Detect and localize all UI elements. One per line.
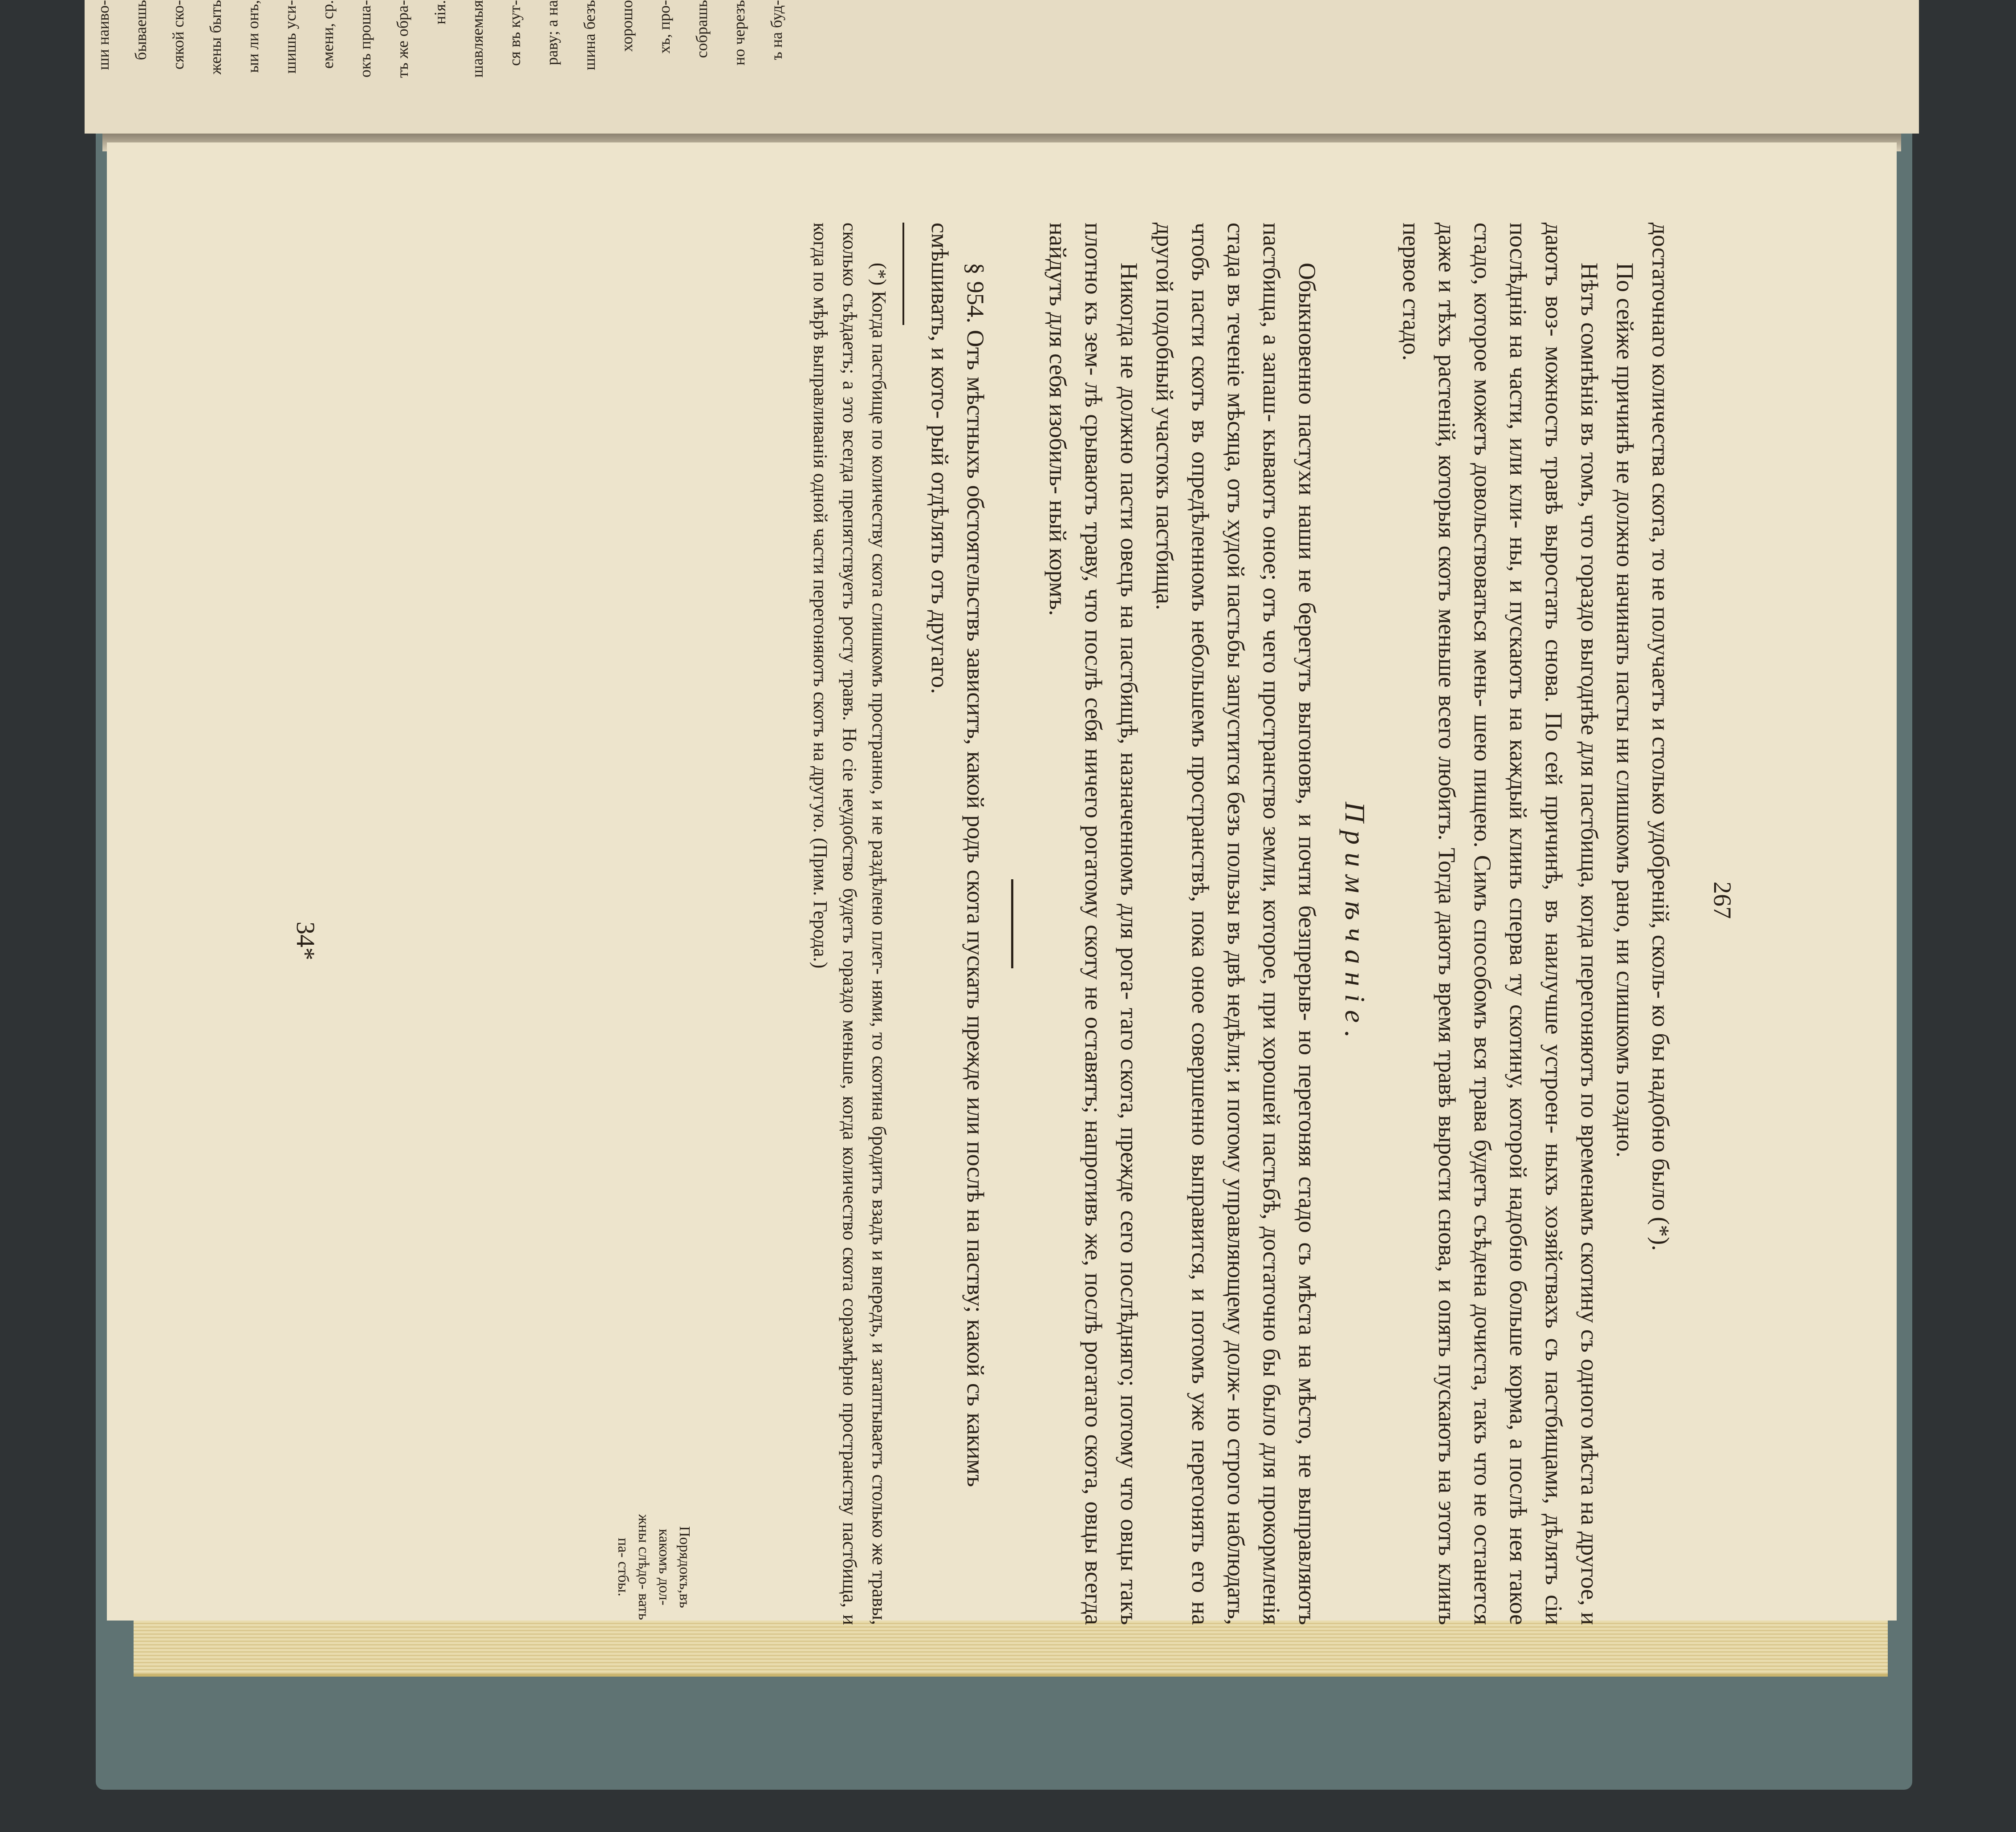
previous-page-line: хъ, про-	[655, 0, 673, 54]
note-paragraph: Обыкновенно пастухи наши не берегутъ выгоновъ, и почти безпрерыв- но перегоняя стадо съ мѣста на мѣсто, не выправляютъ пастбища, а запаш- кываютъ оное; отъ чего пространство земли, которое, при хорошей пастьбѣ, достаточно бы было для прокормленія стада въ теченіе мѣсяца, отъ худой пастьбы запустится безъ пользы въ двѣ недѣли; и потому управляющему долж- но строго наблюдать, чтобъ пасти скотъ въ опредѣленномъ небольшемъ пространствѣ, пока оное совершенно выправится, и потомъ уже перегонять его на другой подобный участокъ пастбища.	[1151, 223, 1321, 1625]
previous-page-line: шишь уси-	[281, 0, 299, 74]
note-heading: Примѣчаніе.	[1339, 801, 1371, 1046]
note-paragraph: Никогда не должно пасти овецъ на пастбищѣ, назначенномъ для рога- таго скота, прежде сего послѣдняго; потому что овцы такъ плотно къ зем- лѣ срываютъ траву, что послѣ себя ничего рогатому скоту не оставятъ; напротивъ же, послѣ рогатаго скота, овцы всегда найдутъ для себя изобиль- ный кормъ.	[1045, 223, 1142, 1625]
page-edges	[134, 1621, 1888, 1677]
previous-page-line: ъ на буд-	[768, 0, 785, 60]
previous-page-line: ся въ кут-	[506, 0, 524, 66]
margin-note: Порядокъ,въ какомъ дол- жны слѣдо- вать па- стбы.	[615, 1514, 693, 1620]
previous-page-line: нія.	[431, 0, 449, 24]
paragraph-continued: достаточнаго количества скота, то не получаетъ и столько удобреній, сколь- ко бы надобно было (*).	[1647, 223, 1674, 1251]
page-text-block	[267, 223, 1736, 1625]
previous-page-line: окъ проша-	[356, 0, 374, 78]
footnote-divider	[902, 223, 904, 325]
signature-mark: 34*	[291, 922, 320, 960]
previous-page-line: ши наиво-	[94, 0, 112, 70]
previous-page-line: собрашь	[693, 0, 711, 58]
footnote: (*) Когда пастбище по количеству скота слишкомъ пространно, и не раздѣлено плет- нями, то скотина бродитъ взадъ и впередъ, и затаптываетъ столько же травы, сколько съѣдаетъ; а это всегда препятствуетъ росту травъ. Но сіе неудобство будетъ гораздо меньше, когда количество скота соразмѣрно пространству пастбища, и когда по мѣрѣ выправливанія одной части перегоняютъ скотъ на другую. (Прим. Герода.)	[809, 223, 890, 1625]
previous-page-line: жены быть	[207, 0, 224, 75]
section-divider	[1011, 879, 1013, 968]
previous-page-line: раву; а на	[543, 0, 561, 65]
previous-page-lines	[85, 0, 1919, 134]
previous-page-line: шавляемыя	[468, 0, 486, 78]
paragraph: Нѣтъ сомнѣнія въ томъ, что гораздо выгоднѣе для пастбища, когда перегоняютъ по временамъ скотину съ одного мѣста на другое, и даютъ воз- можность травѣ выростать снова. По сей причинѣ, въ наилучше устроен- ныхъ хозяйствахъ съ пастбищами, дѣлятъ сіи послѣднія на части, или кли- ны, и пускаютъ на каждый клинъ сперва ту скотину, которой надобно больше корма, а послѣ нея такое стадо, которое можетъ довольствоваться мень- шею пищею. Симъ способомъ вся трава будетъ съѣдена дочиста, такъ что не останется даже и тѣхъ растеній, которыя скотъ меньше всего любитъ. Тогда даютъ время травѣ вырости снова, и опять пускаютъ на этотъ клинъ первое стадо.	[1398, 223, 1603, 1625]
previous-page-line: бываешь	[132, 0, 150, 61]
previous-page-strip	[85, 0, 1919, 134]
previous-page-line: тъ же обра-	[394, 0, 411, 78]
previous-page-line: шина безъ	[581, 0, 598, 70]
previous-page-line: емени, ср.	[319, 0, 337, 69]
previous-page-line: но черезъ	[730, 0, 748, 65]
page-number: 267	[1708, 881, 1736, 919]
section-paragraph: § 954. Отъ мѣстныхъ обстоятельствъ зависитъ, какой родъ скота пускать прежде или послѣ на паству; какой съ какимъ смѣшивать, и кото- рый отдѣлять отъ другаго.	[927, 223, 989, 1487]
previous-page-line: хорошо	[618, 0, 636, 52]
previous-page-line: сякой ско-	[169, 0, 187, 70]
paragraph: По сейже причинѣ не должно начинать пасты ни слишкомъ рано, ни слишкомъ поздно.	[1612, 263, 1638, 1158]
previous-page-line: ыи ли онъ,	[244, 0, 262, 73]
